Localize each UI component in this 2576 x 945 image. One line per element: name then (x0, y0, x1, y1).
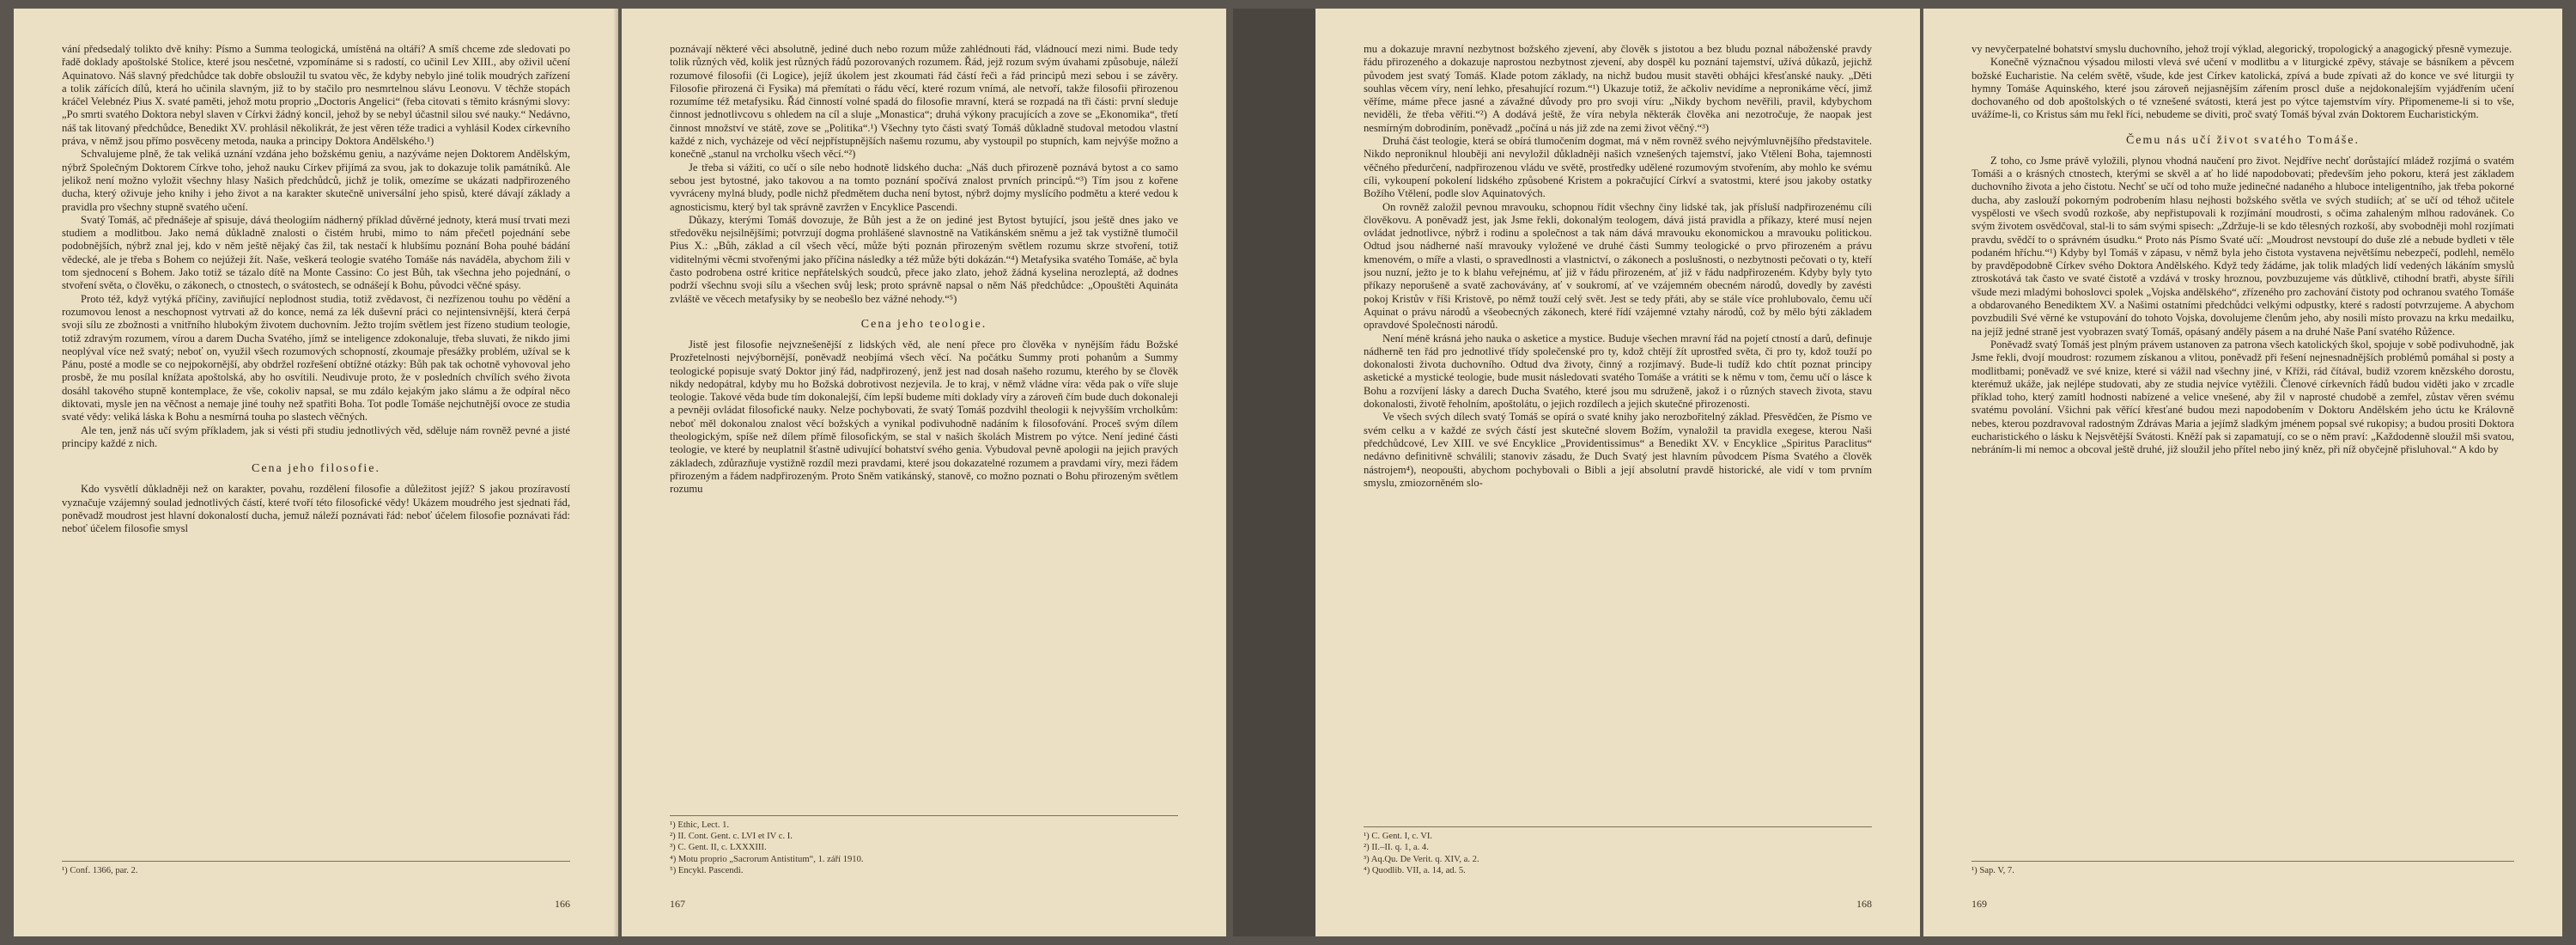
footnote: ⁴) Quodlib. VII, a. 14, ad. 5. (1364, 865, 1466, 875)
paragraph: Je třeba si vážiti, co učí o síle nebo hodnotě lidského ducha: „Náš duch přirozeně poznává bytost a co samo sebou jest bytostné, jako takovou a na tomto poznání spočívá znalost prvních principů.“³) Tím jsou z kořene vyvráceny mylná bludy, podle nichž předmětem ducha není bytost, nýbrž dojmy myslícího podmětu a které vedou k agnosticismu, který byl tak správně zavržen v Encyklice Pascendi. (670, 161, 1178, 213)
footnotes (62, 861, 570, 876)
page-number: 168 (1856, 898, 1872, 910)
paragraph: Poněvadž svatý Tomáš jest plným právem ustanoven za patrona všech katolických škol, spojuje v sobě podivuhodně, jak Jsme řekli, dvojí moudrost: rozumem získanou a vlitou, poněvadž při řešení nejnesnadnějších problémů pomáhal si posty a modlitbami; poněvadž ve své knize, které si vážil nad všechny jiné, v Kříži, rád čítával, budiž vzorem knězského dorostu, kterémuž ukáže, jak nejlépe studovati, aby ze studia nejvíce vytěžili. Členové církevních řádů budou viděti jako v zrcadle příklad toho, který zamítl hodnosti nabízené a velice vnešené, aby žil v naprosté chudobě a zemřel, zůstav věren svému svatému povolání. Všichni pak věřící křesťané budou mezi napodobením v Doktoru Andělském jeho úctu ke Královně nebes, kterou pozdravoval radostným Zdrávas Maria a jejímž sladkým jménem popsal své rukopisy; a budou prositi Doktora eucharistického o lásku k Nejsvětější Svátosti. Kněží pak si zapamatují, co se o něm praví: „Každodenně sloužil mši svatou, nebráním-li mi nemoc a obcoval ještě druhé, již sloužil jeho přítel nebo jiný kněz, při níž obyčejně přisluhoval.“ A kdo by (1971, 338, 2514, 456)
footnotes (1971, 861, 2514, 876)
page-body (62, 43, 570, 868)
footnotes (670, 815, 1178, 876)
page-shadow (613, 9, 618, 936)
footnote: ⁴) Motu proprio „Sacrorum Antistitum“, 1. září 1910. (670, 854, 864, 864)
footnote: ⁵) Encykl. Pascendi. (670, 865, 744, 875)
footnote: ¹) C. Gent. I, c. VI. (1364, 832, 1433, 842)
footnote: ¹) Ethic, Lect. 1. (670, 820, 730, 830)
page-body (1971, 43, 2514, 868)
paragraph: Důkazy, kterými Tomáš dovozuje, že Bůh jest a že on jediné jest Bytost bytující, jsou ještě dnes jako ve středověku nejsilnějšími; potvrzují dogma prohlášené slavnostně na Vatikánském sněmu a jež tak vystižně tlumočil Pius X.: „Bůh, základ a cíl všech věcí, může býti poznán přirozeným světlem rozumu skrze stvoření, totiž viditelnými věcmi stvořenými jako příčina následky a též může býti dokázán.“⁴) Metafysika svatého Tomáše, ač byla často podrobena ostré kritice nepřátelských soudců, přece jako zlato, jehož žádná kyselina nerozleptá, až dodnes podrží všechnu svoji sílu a všechen svůj lesk; proto správně napsal o něm Náš předchůdce: „Opouštěti Aquináta zvláště ve věcech metafysiky by se neobešlo bez vážné nehody.“⁵) (670, 213, 1178, 305)
section-heading: Cena jeho filosofie. (251, 462, 381, 476)
footnote: ³) C. Gent. II, c. LXXXIII. (670, 843, 767, 853)
paragraph: Kdo vysvětlí důkladněji než on karakter, povahu, rozdělení filosofie a důležitost jejíž? S jakou prozíravostí vyznačuje vzájemný soulad jednotlivých částí, které tvoří této filosofické vědy! Ukázem moudrého jest sjednati řád, poněvadž moudrost jest hlavní dokonalostí ducha, jemuž náleží poznávati řád: neboť účelem filosofie poznávati řád: neboť účelem filosofie smysl (62, 483, 570, 535)
page-number: 167 (670, 898, 685, 910)
page-167 (622, 9, 1226, 936)
paragraph: Z toho, co Jsme právě vyložili, plynou vhodná naučení pro život. Nejdříve nechť dorůstající mládež rozjímá o svatém Tomáši a o krásných ctnostech, kterými se skvěl a ať ho lidé napodobovati; především jeho pokoru, která jest základem duchovního života a jeho čistotu. Nechť se učí od toho muže jedinečné nadaného a hluboce inteligentního, jak třeba pokorné ducha, aby zaslouží pokorným podrobením hlasu nejhosti božského světla ve svých studiích; ať se učí od téhož učitele vyspělosti ve všech svodů rozkoše, aby nepřistupovali k rozjímání moudrosti, s očima zahaleným mlhou radovánek. Co svým životem osvědčoval, stal-li to sám svými spisech: „Zdržuje-li se kdo tělesných rozkoší, aby svobodněji mohl rozjímati pravdu, svědčí to o správném úsudku.“ Proto nás Písmo Svaté učí: „Moudrost nevstoupí do duše zlé a nebude bydleti v těle podaném hříchu.“¹) Kdyby byl Tomáš v zápasu, v němž byla jeho čistota vystavena největšímu nebezpečí, podlehl, nemělo by pravděpodobně Církev svého Doktora Andělského. Když tedy žádáme, jak tolik mladých lidí vedených lákáním smyslů ztroskotává tak často ve svaté čistotě a vzdává v trosky hroznou, povzbuzujeme vás důtklivě, ctihodní bratři, abyste šířili všude mezi mladými bohoslovci spolek „Vojska andělského“, zřízeného pro zachování čistoty pod ochranou svatého Tomáše a obdarovaného Benediktem XV. a Našimi ostatními předchůdci velkými odpustky, které s radostí potvrzujeme. A abychom povzbudili Své věrné ke vstupování do tohoto Vojska, dovolujeme členům jeho, aby nosili místo provazu na krku medailku, na jejíž jedné straně jest vyobrazen svatý Tomáš, opásaný anděly pásem a na druhé Naše Paní svatého Růžence. (1971, 154, 2514, 338)
paragraph: Jistě jest filosofie nejvznešenější z lidských věd, ale není přece pro člověka v nynějším řádu Božské Prozřetelnosti nejvýbornější, poněvadž neobjímá všech věcí. Na počátku Summy proti pohanům a Summy teologické popisuje svatý Doktor jiný řád, nadpřirozený, jenž jest nad dosah našeho rozumu, kterého by se člověk nikdy nedopátral, kdyby mu ho Božská dobrotivost nezjevila. Je to kraj, v němž vládne víra: věda pak o víře sluje teologie. Takové věda bude tím dokonalejší, čím lepší budeme míti doklady víry a zároveň čím bude duch dokonaleji a pevněji ovládat filosofické nauky. Nelze pochybovati, že svatý Tomáš pozdvihl theologii k nejvyšším vrcholkům: neboť měl dokonalou znalost věcí božských a vynikal podivuhodně nadáním k filosofování. Proceš svým dílem theologickým, spíše než dílem přímě filosofickým, se stal v našich školách Mistrem po výtce. Není jediné části teologie, ve které by neuplatnil šťastně udivující bohatství svého genia. Vybudoval pevně apologii na jejich pravých základech, zdůrazňuje vystižně rozdíl mezi pravdami, které jsou dokazatelné rozumem a pravdami víry, mezi řádem přirozeným a řádem nadpřirozeným. Proto Sněm vatikánský, stanově, co možno poznati o Bohu přirozeným světlem rozumu (670, 338, 1178, 496)
page-number: 169 (1971, 898, 1987, 910)
footnote: ²) II.–II. q. 1, a. 4. (1364, 843, 1429, 853)
paragraph: Proto též, když vytýká příčiny, zaviňující neplodnost studia, totiž zvědavost, či nezřízenou touhu po vědění a rozumovou lenost a neschopnost vytrvati až do konce, nemá za lék duševní práci co nejintensivnější, která čerpá svoji sílu ze zbožnosti a vnitřního hlubokým životem duchovním. Ježto trojím světlem jest řízeno studium teologie, totiž zdravým rozumem, vírou a darem Ducha Svatého, jímž se inteligence zdokonaluje, třeba sluvati, že nikdo jimi neoplýval více než svatý; neboť on, využil všech rozumových schopností, zkoumaje přesážky problém, užíval se k Pánu, posté a modle se co nejpokornější, aby obdržel rozřešení obtížné otázky: Bůh pak tak ochotně vyhovoval jeho prosbě, že mu posílal knížata apoštolská, aby ho osvítili. Neudivuje proto, že v posledních chvílích svého života dosáhl takového stupně kontemplace, že vše, cokoliv napsal, se mu zdálo kejakým jako slámu a že odpíral něco diktovati, mysle jen na věčnost a nemaje jiné touhy než spatřiti Boha. Tot podle Tomáše nejchutnější ovoce ze studia svaté vědy: veliká láska k Bohu a nesmírná touha po slastech věčných. (62, 292, 570, 424)
paragraph: Druhá část teologie, která se obírá tlumočením dogmat, má v něm rovněž svého nejvýmluvnějšího představitele. Nikdo neproniknul hlouběji ani nevyložil důkladněji našich vznešených tajemství, jako Vtělení Boha, tajemnosti věčného předurčení, nadpřirozenou vládu ve světě, prostředky udělené rozumovým stvořením, aby mohlo ke svému cíli, vykoupení pokolení lidského způsobené Kristem a pokračující Církví a svatostmi, které jsou jakoby ostatky Božího Vtělení, podle slov Aquinatových. (1364, 135, 1872, 200)
paragraph: Svatý Tomáš, ač přednášeje ař spisuje, dává theologiím nádherný příklad důvěrné jednoty, která musí trvati mezi studiem a modlitbou. Jako nemá důkladně znalosti o čistém hrubi, mimo to nám přečetl pojednání sebe podobnějších, nýbrž znal jej, kdo v něm ještě nějaký čas žil, tak nestačí k hlubšímu poznání Boha pouhé bádání vědecké, ale je třeba s Bohem co nejúžeji žít. Naše, veškerá teologie svatého Tomáše nás naváděla, abychom žili v tom sjednocení s Bohem. Jako totiž se tázalo dítě na Monte Cassino: Co jest Bůh, tak všechna jeho pojednání, o stvoření světa, o člověku, o zákonech, o ctnostech, o svátostech, se odnášejí k Bohu, původci věčné spásy. (62, 213, 570, 292)
paragraph: Ve všech svých dílech svatý Tomáš se opírá o svaté knihy jako nerozbořitelný základ. Přesvědčen, že Písmo ve svém celku a v každé ze svých částí jest skutečné slovem Božím, vynaložil ta pravidla exegese, kterou Naši předchůdcové, Lev XIII. ve své Encyklice „Providentissimus“ a Benedikt XV. v Encyklice „Spiritus Paraclitus“ nedávno definitivně schválili; stanoviv zásadu, že Duch Svatý jest hlavním původcem Písma Svatého a člověk nástrojem⁴), neopoušti, abychom pochybovali o Bibli a její absolutní pravdě historické, ale vidí v tom prvním smyslu, zmiozorněném slo- (1364, 411, 1872, 489)
page-body (670, 43, 1178, 868)
footnotes (1364, 826, 1872, 876)
page-166 (14, 9, 618, 936)
paragraph: vy nevyčerpatelné bohatství smyslu duchovního, jehož trojí výklad, alegorický, tropologický a anagogický přesně vymezuje. (1971, 43, 2512, 55)
section-heading: Čemu nás učí život svatého Tomáše. (2125, 133, 2360, 147)
paragraph: poznávají některé věci absolutně, jediné duch nebo rozum může zahlédnouti řád, vládnoucí mezi nimi. Bude tedy tolik různých věd, kolik jest různých řádů pozorovaných rozumem. Řád, jejž rozum svým úvahami způsobuje, náleží rozumové filosofii (či Logice), jejíž úkolem jest zkoumati řád částí řeči a řád principů mezi sebou i se závěry. Filosofie přirozená či Fysika) má přemítati o řádu věcí, které rozum vnímá, ale netvoří, takže filosofii přirozenou rozumíme též metafysiku. Řád činností volné spadá do filosofie mravní, která se rozpadá na tři části: první sleduje činnost jednotlivcovu s ohledem na cíl a sluje „Monastica“; druhá výkony pracujících a zove se „Ekonomika“, třetí činnost množství ve státě, zove se „Politika“.¹) Všechny tyto části svatý Tomáš důkladně studoval metodou vlastní každé z nich, vycházeje od věcí nejpřístupnějších našemu rozumu, aby vystoupil po stupních, kam nejvýše možno a konečně „stanul na vrcholku všech věcí.“²) (670, 43, 1178, 161)
footnote: ³) Aq.Qu. De Verit. q. XIV, a. 2. (1364, 854, 1479, 864)
section-heading: Cena jeho teologie. (860, 317, 987, 331)
paragraph: Ale ten, jenž nás učí svým příkladem, jak si vésti při studiu jednotlivých věd, sděluje nám rovněž pevné a jisté principy každé z nich. (62, 424, 570, 449)
page-168 (1315, 9, 1920, 936)
paragraph: Konečně význačnou výsadou milosti vlevá své učení v modlitbu a v liturgické zpěvy, stávaje se básníkem a pěvcem božské Eucharistie. Na celém světě, všude, kde jest Církev katolická, zpívá a bude zpívati až do konce ve své liturgii ty hymny Tomáše Aquinského, které jsou zároveň nejjasnějším zářením proscl duše a nejdokonalejším vyjádřením učení dochovaného od dob apoštolských o té vznešené svátosti, která jest po výtce tajemstvím víry. Připomeneme-li si to vše, uvážíme-li, co Kristus sám mu řekl říci, nebudeme se diviti, proč svatý Tomáš býval zván Doktorem Eucharistickým. (1971, 56, 2514, 121)
page-body (1364, 43, 1872, 868)
footnote: ¹) Conf. 1366, par. 2. (62, 865, 138, 875)
footnote: ²) II. Cont. Gent. c. LVI et IV c. I. (670, 832, 793, 842)
paragraph: mu a dokazuje mravní nezbytnost božského zjevení, aby člověk s jistotou a bez bludu poznal náboženské pravdy řádu přirozeného a dokazuje naprostou nezbytnost zjevení, aby dospěl ku poznání tajemství, užívá důkazů, jejichž původem jest svatý Tomáš. Klade potom základy, na nichž budou musit stavěti obhájci křesťanské nauky. „Děti souhlas věcem víry, není lehko, přesahující rozum.“¹) Ukazuje totiž, že ačkoliv nevidíme a nepronikáme věcí, jimž věříme, máme přece jasné a závažné důvody pro pro svoji víru: „Nikdy bychom nevěřili, pravil, kdybychom neviděli, že třeba věřiti.“²) A dodává ještě, že víra nebyla některák člověka ani nezotročuje, že naopak jest nesmírným dobrodiním, poněvadž „počíná u nás již zde na zemi život věčný.“³) (1364, 43, 1872, 134)
paragraph: Schvalujeme plně, že tak veliká uznání vzdána jeho božskému geniu, a nazýváme nejen Doktorem Andělským, nýbrž Společným Doktorem Církve toho, jehož nauku Církev přijímá za svou, jak to dokazuje tolik památníků. Ale jelikož není možno vyložit všechny hlasy Našich předchůdců, jichž je tolik, omezíme se ukázati nadpřirozeného ducha, který oživuje jeho knihy i jeho život a na karakter skutečně universální jeho spisů, které dávají základy a pravidla pro všechny stupně svatého učení. (62, 148, 570, 213)
page-169 (1923, 9, 2562, 936)
page-number: 166 (555, 898, 570, 910)
footnote: ¹) Sap. V, 7. (1971, 865, 2014, 875)
spread-gutter (1233, 9, 1315, 936)
paragraph: vání předsedalý tolikto dvě knihy: Písmo a Summa teologická, umístěná na oltáři? A smíš chceme zde sledovati po řadě doklady apoštolské Stolice, které jsou nesčetné, vzpomínáme si s radostí, co učinil Lev XIII., aby oživil učení Aquinatovo. Náš slavný předchůdce tak dobře obsloužil tu svatou věc, že kdyby nebylo jiné tolik moudrých zařízení a tolik zářících dílů, která ho učinila slavným, již to by stačilo pro nesmrtelnou slávu Leonovu. V těchže stopách kráčel Velebnéz Pius X. svaté paměti, jehož motu proprio „Doctoris Angelici“ (řeba citovati s těmito krásnými slovy: „Po smrti svatého Doktora nebyl slaven v Církvi žádný koncil, jehož by se nebyl účastnil silou své nauky.“ Nedávno, náš tak litovaný předchůdce, Benedikt XV. prohlásil několikrát, že jest věren téže tradici a vyhlásil Kodex církevního práva, v němž jsou přímo posvěceny metoda, nauka a principy Doktora Andělského.¹) (62, 43, 570, 148)
paragraph: Není méně krásná jeho nauka o asketice a mystice. Buduje všechen mravní řád na pojetí ctností a darů, definuje nádherně ten řád pro jednotlivé třídy společenské pro ty, kdož chtějí žít uprostřed světa, či pro ty, kdož touží po dokonalosti života duchovního. Odtud dva životy, činný a rozjímavý. Bude-li tudíž kdo chtít poznat principy asketické a mystické teologie, bude musit následovati svatého Tomáše a vrátiti se k němu v tom, čemu učí o lásce k Bohu a rozvíjení lásky a darech Ducha Svatého, které jsou mu sdruženě, jakož i o různých stavech života, stavu dokonalosti, životě řeholním, apoštolátu, o jejich rozdílech a jejich skutečné přirozenosti. (1364, 332, 1872, 411)
paragraph: On rovněž založil pevnou mravouku, schopnou řídit všechny činy lidské tak, jak přísluší nadpřirozenému cíli člověkovu. A poněvadž jest, jak Jsme řekli, dokonalým teologem, dává jistá pravidla a příkazy, které musí nejen ovládat jednotlivce, nýbrž i rodinu a společnost a tak nám dává mravouku ekonomickou a mravouku politickou. Odtud jsou nádherné naší mravouky vyložené ve druhé části Summy teologické o prvo přirozeném a právu kmenovém, o míře a vlasti, o spravedlnosti a vlastnictví, o zákonech a poslušnosti, o nezbytnosti pečovati o ty, kteří jsou nuzní, ježto je to k blahu veřejnému, ať již v řádu přirozeném, ať již v řádu nadpřirozeném. Kdyby byly tyto příkazy neporušeně a svatě zachovávány, ať v soukromí, ať ve vzájemném obecném národů, dovedly by zavésti pokoj Kristův v říši Kristově, po němž touží celý svět. Jest se tedy přáti, aby se stále více prohlubovalo, čemu učí Aquinat o právu národů a všeobecných zákonech, které řídí vzájemné vztahy národů, což by mělo býti základem opravdové Společnosti národů. (1364, 200, 1872, 332)
